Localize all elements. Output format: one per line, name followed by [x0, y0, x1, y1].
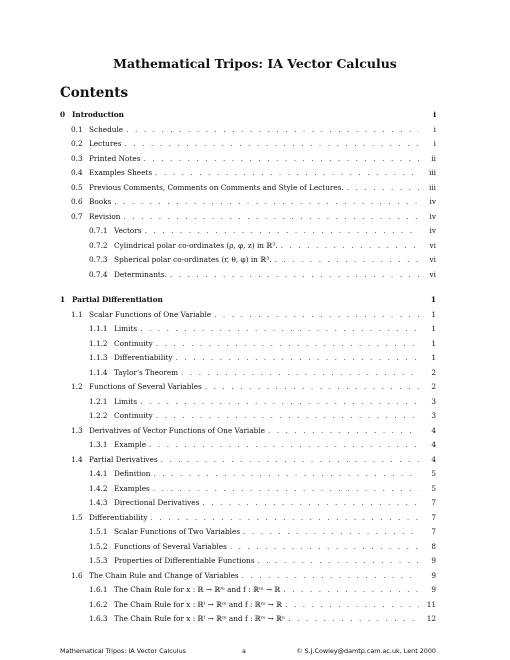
toc-subsection[interactable]	[60, 366, 436, 381]
toc-entry-page: 1	[431, 338, 436, 348]
toc-entry-number: 0	[60, 110, 66, 119]
toc-subsection[interactable]	[60, 239, 436, 254]
toc-subsection[interactable]	[60, 351, 436, 366]
toc-entry-title: Limits	[114, 324, 138, 333]
toc-section[interactable]	[60, 152, 436, 167]
toc-entry-page: 7	[431, 498, 436, 507]
toc-entry-title: Scalar Functions of Two Variables	[114, 527, 241, 536]
toc-entry-title: The Chain Rule and Change of Variables	[89, 570, 239, 580]
toc-entry-number: 1.6.3	[89, 614, 108, 623]
toc-entry-title: Derivatives of Vector Functions of One Variable	[89, 425, 265, 435]
toc-entry-title: Functions of Several Variables	[89, 382, 202, 391]
dot-leader	[243, 525, 419, 540]
dot-leader	[242, 569, 419, 584]
toc-entry-page: 4	[431, 454, 436, 464]
toc-entry-number: 1.5.3	[89, 556, 108, 565]
toc-entry-number: 1.1.2	[89, 338, 108, 348]
toc-entry-number: 1.1.3	[89, 353, 108, 362]
toc-entry-title: Directional Derivatives	[114, 498, 200, 507]
toc-section[interactable]	[60, 453, 436, 468]
toc-entry-page: 7	[431, 527, 436, 536]
toc-entry-page: iv	[429, 197, 436, 206]
document-title: Mathematical Tripos: IA Vector Calculus	[113, 56, 397, 71]
toc-entry-title: Definition	[114, 469, 151, 478]
footer-title: Mathematical Tripos: IA Vector Calculus	[60, 647, 186, 655]
toc-subsection[interactable]	[60, 598, 436, 613]
toc-entry-number: 0.4	[71, 168, 83, 177]
dot-leader	[214, 308, 419, 323]
toc-subsection[interactable]	[60, 409, 436, 424]
dot-leader	[126, 123, 419, 138]
dot-leader	[176, 351, 419, 366]
toc-entry-title: Introduction	[72, 110, 124, 119]
toc-entry-page: iv	[429, 211, 436, 221]
toc-section[interactable]	[60, 181, 436, 196]
toc-entry-title: The Chain Rule for x : ℝˡ → ℝᵐ and f : ℝᵐ → ℝ	[114, 599, 283, 609]
dot-leader	[275, 253, 420, 268]
toc-entry-title: Functions of Several Variables	[114, 541, 227, 551]
toc-entry-title: Cylindrical polar co-ordinates (ρ, φ, z) in ℝ³.	[114, 240, 278, 250]
toc-entry-title: Vectors	[114, 226, 142, 235]
toc-entry-title: Schedule	[89, 124, 124, 134]
toc-section[interactable]	[60, 137, 436, 152]
dot-leader	[166, 293, 419, 308]
toc-entry-number: 0.7.3	[89, 255, 108, 264]
toc-entry-number: 1.4.3	[89, 498, 108, 507]
dot-leader	[140, 322, 419, 337]
toc-entry-page: ii	[431, 153, 436, 163]
toc-entry-number: 0.3	[71, 153, 83, 163]
dot-leader	[140, 395, 419, 410]
toc-subsection[interactable]	[60, 268, 436, 283]
toc-section[interactable]	[60, 424, 436, 439]
toc-entry-title: Spherical polar co-ordinates (r, θ, φ) in ℝ³.	[114, 255, 272, 264]
toc-chapter[interactable]	[60, 293, 436, 308]
toc-entry-number: 1.6.2	[89, 599, 108, 609]
dot-leader	[145, 224, 419, 239]
toc-subsection[interactable]	[60, 540, 436, 555]
toc-entry-title: Continuity	[114, 338, 153, 348]
dot-leader	[283, 583, 419, 598]
dot-leader	[149, 438, 419, 453]
toc-entry-page: iv	[429, 226, 436, 235]
toc-subsection[interactable]	[60, 224, 436, 239]
toc-entry-number: 1.1.4	[89, 367, 108, 377]
dot-leader	[151, 511, 419, 526]
toc-entry-page: 4	[431, 440, 436, 449]
dot-leader	[257, 554, 419, 569]
toc-entry-title: Properties of Differentiable Functions	[114, 556, 255, 565]
toc-entry-title: Scalar Functions of One Variable	[89, 309, 212, 319]
toc-entry-number: 1.2.1	[89, 396, 108, 406]
toc-entry-page: 3	[431, 396, 436, 406]
toc-entry-title: Books	[89, 197, 112, 206]
toc-entry-page: 9	[431, 556, 436, 565]
toc-entry-page: 5	[431, 483, 436, 493]
toc-entry-number: 1.5	[71, 512, 83, 522]
toc-entry-number: 0.7	[71, 211, 83, 221]
toc-subsection[interactable]	[60, 612, 436, 627]
toc-entry-number: 1.5.2	[89, 541, 108, 551]
toc-section[interactable]	[60, 569, 436, 584]
toc-subsection[interactable]	[60, 482, 436, 497]
toc-subsection[interactable]	[60, 395, 436, 410]
dot-leader	[230, 540, 419, 555]
dot-leader	[181, 366, 419, 381]
footer-copyright: © S.J.Cowley@damtp.cam.ac.uk, Lent 2000	[296, 647, 436, 655]
toc-entry-title: Limits	[114, 396, 138, 406]
toc-entry-page: iii	[428, 168, 436, 177]
dot-leader	[153, 482, 419, 497]
contents-heading: Contents	[60, 85, 129, 101]
toc-entry-page: i	[433, 110, 436, 119]
toc-entry-page: 8	[431, 541, 436, 551]
toc-entry-number: 1.2.2	[89, 411, 108, 420]
toc-entry-title: Determinants.	[114, 269, 167, 279]
toc-subsection[interactable]	[60, 322, 436, 337]
toc-entry-number: 1.4.2	[89, 483, 108, 493]
toc-entry-number: 1.3.1	[89, 440, 108, 449]
toc-entry-number: 1.1.1	[89, 324, 108, 333]
dot-leader	[281, 239, 419, 254]
toc-entry-page: 1	[431, 324, 436, 333]
toc-entry-page: 1	[430, 295, 436, 304]
dot-leader	[127, 108, 419, 123]
dot-leader	[123, 210, 419, 225]
dot-leader	[156, 409, 419, 424]
dot-leader	[347, 181, 419, 196]
toc-entry-title: Examples Sheets	[89, 168, 153, 177]
toc-section[interactable]	[60, 166, 436, 181]
toc-entry-number: 1.2	[71, 382, 83, 391]
toc-entry-page: vi	[429, 240, 436, 250]
toc-entry-number: 1	[60, 295, 66, 304]
toc-entry-title: Previous Comments, Comments on Comments and Style of Lectures.	[89, 182, 344, 192]
toc-subsection[interactable]	[60, 467, 436, 482]
toc-section[interactable]	[60, 123, 436, 138]
toc-entry-page: 4	[431, 425, 436, 435]
toc-entry-title: The Chain Rule for x : ℝˡ → ℝᵐ and f : ℝᵐ → ℝⁿ	[114, 614, 286, 623]
toc-entry-page: vi	[429, 255, 436, 264]
toc-entry-page: i	[433, 139, 436, 148]
toc-entry-title: The Chain Rule for x : ℝ → ℝᵐ and f : ℝᵐ → ℝ	[114, 585, 281, 594]
dot-leader	[153, 467, 419, 482]
toc-entry-page: 5	[431, 469, 436, 478]
toc-entry-page: iii	[428, 182, 436, 192]
dot-leader	[285, 598, 419, 613]
toc-entry-title: Partial Derivatives	[89, 454, 158, 464]
toc-subsection[interactable]	[60, 525, 436, 540]
toc-entry-page: 2	[431, 382, 436, 391]
toc-entry-page: 9	[431, 570, 436, 580]
footer-page-number: a	[242, 647, 246, 655]
toc-section[interactable]	[60, 210, 436, 225]
toc-section[interactable]	[60, 380, 436, 395]
table-of-contents	[60, 108, 436, 627]
toc-entry-title: Taylor's Theorem	[114, 367, 179, 377]
toc-section[interactable]	[60, 511, 436, 526]
toc-entry-number: 0.5	[71, 182, 83, 192]
toc-entry-page: 3	[431, 411, 436, 420]
toc-entry-number: 0.7.1	[89, 226, 108, 235]
toc-chapter[interactable]	[60, 108, 436, 123]
toc-subsection[interactable]	[60, 337, 436, 352]
toc-entry-title: Example	[114, 440, 147, 449]
dot-leader	[143, 152, 419, 167]
toc-entry-title: Differentiability	[89, 512, 148, 522]
toc-entry-page: 2	[431, 367, 436, 377]
toc-entry-number: 1.4.1	[89, 469, 108, 478]
toc-entry-page: vi	[429, 269, 436, 279]
dot-leader	[288, 612, 419, 627]
toc-subsection[interactable]	[60, 438, 436, 453]
toc-entry-number: 0.2	[71, 139, 83, 148]
toc-entry-number: 1.5.1	[89, 527, 108, 536]
toc-entry-title: Continuity	[114, 411, 153, 420]
toc-entry-title: Revision	[89, 211, 121, 221]
dot-leader	[156, 337, 419, 352]
toc-section[interactable]	[60, 195, 436, 210]
toc-entry-number: 1.6.1	[89, 585, 108, 594]
dot-leader	[155, 166, 419, 181]
toc-entry-title: Examples	[114, 483, 150, 493]
toc-entry-page: 7	[431, 512, 436, 522]
toc-entry-page: 11	[426, 599, 436, 609]
toc-entry-number: 1.6	[71, 570, 83, 580]
toc-entry-number: 1.3	[71, 425, 83, 435]
toc-subsection[interactable]	[60, 554, 436, 569]
toc-entry-number: 1.1	[71, 309, 83, 319]
dot-leader	[124, 137, 419, 152]
toc-entry-number: 1.4	[71, 454, 83, 464]
toc-entry-number: 0.7.2	[89, 240, 108, 250]
toc-subsection[interactable]	[60, 583, 436, 598]
toc-entry-page: i	[433, 124, 436, 134]
toc-entry-page: 1	[431, 353, 436, 362]
toc-subsection[interactable]	[60, 253, 436, 268]
dot-leader	[202, 496, 419, 511]
toc-entry-page: 1	[431, 309, 436, 319]
toc-entry-number: 0.1	[71, 124, 83, 134]
dot-leader	[161, 453, 419, 468]
dot-leader	[268, 424, 419, 439]
dot-leader	[114, 195, 419, 210]
toc-entry-page: 12	[426, 614, 436, 623]
toc-subsection[interactable]	[60, 496, 436, 511]
dot-leader	[170, 268, 419, 283]
toc-entry-number: 0.6	[71, 197, 83, 206]
toc-entry-page: 9	[431, 585, 436, 594]
toc-entry-title: Lectures	[89, 139, 122, 148]
toc-section[interactable]	[60, 308, 436, 323]
toc-entry-title: Differentiability	[114, 353, 173, 362]
dot-leader	[205, 380, 419, 395]
toc-entry-title: Partial Differentiation	[72, 295, 163, 304]
toc-entry-title: Printed Notes	[89, 153, 141, 163]
toc-entry-number: 0.7.4	[89, 269, 108, 279]
